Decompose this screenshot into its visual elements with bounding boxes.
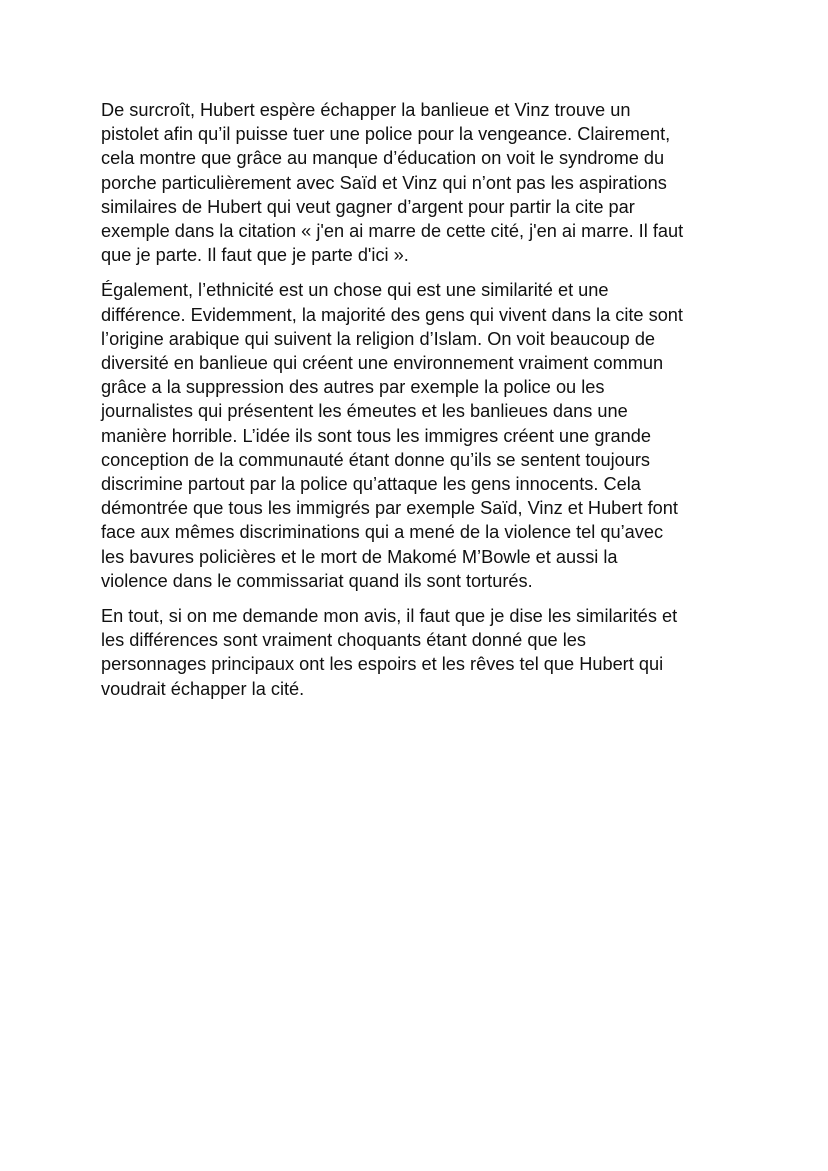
paragraph-2 [101, 278, 741, 593]
text-line: pistolet afin qu’il puisse tuer une police pour la vengeance. Clairement, [101, 124, 671, 145]
text-line: démontrée que tous les immigrés par exemple Saïd, Vinz et Hubert font [101, 498, 678, 519]
text-line: De surcroît, Hubert espère échapper la banlieue et Vinz trouve un [101, 100, 631, 120]
text-line: conception de la communauté étant donne qu’ils se sentent toujours [101, 449, 651, 470]
text-line: les différences sont vraiment choquants étant donné que les [101, 630, 586, 651]
text-line: les bavures policières et le mort de Makomé M’Bowle et aussi la [101, 546, 618, 567]
text-line: voudrait échapper la cité. [101, 678, 305, 699]
text-line: journalistes qui présentent les émeutes et les banlieues dans une [101, 401, 628, 422]
text-line: En tout, si on me demande mon avis, il faut que je dise les similarités et [101, 606, 678, 627]
text-line: similaires de Hubert qui veut gagner d’argent pour partir la cite par [101, 196, 635, 217]
text-line: Également, l’ethnicité est un chose qui est une similarité et une [101, 280, 609, 301]
document-page [101, 98, 741, 701]
text-line: violence dans le commissariat quand ils sont torturés. [101, 570, 533, 591]
text-line: face aux mêmes discriminations qui a mené de la violence tel qu’avec [101, 522, 664, 543]
text-line: différence. Evidemment, la majorité des gens qui vivent dans la cite sont [101, 304, 683, 325]
text-line: discrimine partout par la police qu’attaque les gens innocents. Cela [101, 474, 641, 495]
text-line: exemple dans la citation « j'en ai marre de cette cité, j'en ai marre. Il faut [101, 221, 684, 242]
text-line: porche particulièrement avec Saïd et Vinz qui n’ont pas les aspirations [101, 172, 667, 193]
text-line: cela montre que grâce au manque d’éducation on voit le syndrome du [101, 148, 665, 169]
text-line: l’origine arabique qui suivent la religion d’Islam. On voit beaucoup de [101, 328, 656, 349]
text-line: personnages principaux ont les espoirs et les rêves tel que Hubert qui [101, 654, 664, 675]
text-line: que je parte. Il faut que je parte d'ici ». [101, 245, 409, 266]
text-line: manière horrible. L’idée ils sont tous les immigres créent une grande [101, 425, 651, 446]
paragraph-3 [101, 604, 741, 701]
text-line: diversité en banlieue qui créent une environnement vraiment commun [101, 353, 664, 374]
text-line: grâce a la suppression des autres par exemple la police ou les [101, 377, 605, 398]
paragraph-1 [101, 98, 741, 267]
